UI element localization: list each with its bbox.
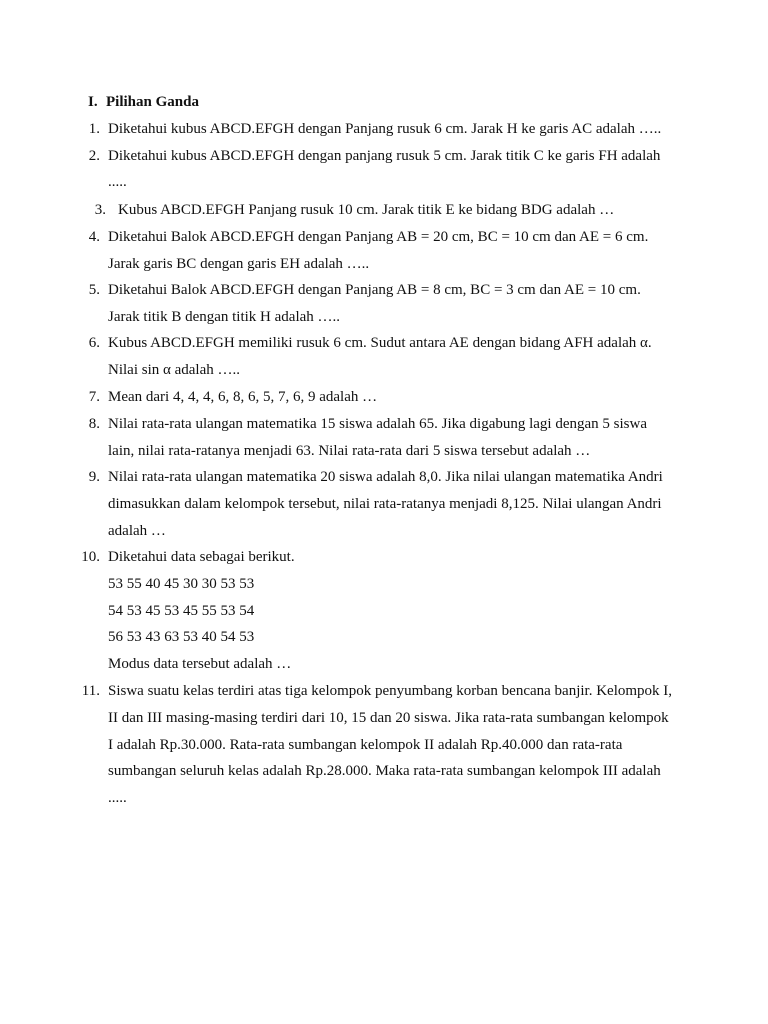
- data-row: 54 53 45 53 45 55 53 54: [108, 603, 255, 619]
- question-text-line: sumbangan seluruh kelas adalah Rp.28.000. Maka rata-rata sumbangan kelompok III adalah: [108, 763, 661, 779]
- question-number: 5.: [88, 282, 100, 298]
- question-text-line: adalah …: [108, 523, 166, 539]
- question-text-line: Mean dari 4, 4, 4, 6, 8, 6, 5, 7, 6, 9 adalah …: [108, 389, 378, 405]
- question-text-line: Kubus ABCD.EFGH memiliki rusuk 6 cm. Sudut antara AE dengan bidang AFH adalah α.: [108, 335, 652, 351]
- question-text-line: Diketahui kubus ABCD.EFGH dengan panjang rusuk 5 cm. Jarak titik C ke garis FH adalah: [108, 148, 661, 164]
- question-text-line: Nilai sin α adalah …..: [108, 362, 240, 378]
- question-text-line: Kubus ABCD.EFGH Panjang rusuk 10 cm. Jarak titik E ke bidang BDG adalah …: [118, 202, 615, 218]
- question-text-line: Nilai rata-rata ulangan matematika 15 siswa adalah 65. Jika digabung lagi dengan 5 siswa: [108, 416, 647, 432]
- question-number: 11.: [81, 683, 100, 699]
- section-title: Pilihan Ganda: [106, 94, 199, 110]
- question-text-line: Diketahui Balok ABCD.EFGH dengan Panjang AB = 8 cm, BC = 3 cm dan AE = 10 cm.: [108, 282, 641, 298]
- section-heading: [88, 92, 199, 112]
- question-text-line: Modus data tersebut adalah …: [108, 656, 292, 672]
- question-number: 7.: [88, 389, 100, 405]
- data-row: 56 53 43 63 53 40 54 53: [108, 629, 255, 645]
- question-number: 10.: [81, 549, 100, 565]
- question-text-line: Jarak garis BC dengan garis EH adalah …..: [108, 256, 370, 272]
- question-number: 6.: [88, 335, 100, 351]
- question-text-line: dimasukkan dalam kelompok tersebut, nilai rata-ratanya menjadi 8,125. Nilai ulangan Andri: [108, 496, 662, 512]
- question-text-line: Nilai rata-rata ulangan matematika 20 siswa adalah 8,0. Jika nilai ulangan matematika Andri: [108, 469, 663, 485]
- question-text-line: Diketahui kubus ABCD.EFGH dengan Panjang rusuk 6 cm. Jarak H ke garis AC adalah …..: [108, 121, 662, 137]
- question-text-line: .....: [108, 174, 127, 190]
- question-text-line: Jarak titik B dengan titik H adalah …..: [108, 309, 341, 325]
- question-text-line: Diketahui data sebagai berikut.: [108, 549, 295, 565]
- question-text-line: Siswa suatu kelas terdiri atas tiga kelompok penyumbang korban bencana banjir. Kelompok I,: [108, 683, 673, 699]
- question-number: 4.: [88, 229, 100, 245]
- data-row: 53 55 40 45 30 30 53 53: [108, 576, 255, 592]
- section-numeral: I.: [88, 94, 98, 110]
- question-text-line: Diketahui Balok ABCD.EFGH dengan Panjang AB = 20 cm, BC = 10 cm dan AE = 6 cm.: [108, 229, 649, 245]
- question-text-line: lain, nilai rata-ratanya menjadi 63. Nilai rata-rata dari 5 siswa tersebut adalah …: [108, 443, 591, 459]
- question-number: 1.: [88, 121, 100, 137]
- question-text-line: II dan III masing-masing terdiri dari 10, 15 dan 20 siswa. Jika rata-rata sumbangan kelompok: [108, 710, 669, 726]
- question-number: 2.: [88, 148, 100, 164]
- question-number: 3.: [94, 202, 106, 218]
- question-text-line: I adalah Rp.30.000. Rata-rata sumbangan kelompok II adalah Rp.40.000 dan rata-rata: [108, 737, 623, 753]
- question-number: 9.: [88, 469, 100, 485]
- question-number: 8.: [88, 416, 100, 432]
- question-text-line: .....: [108, 790, 127, 806]
